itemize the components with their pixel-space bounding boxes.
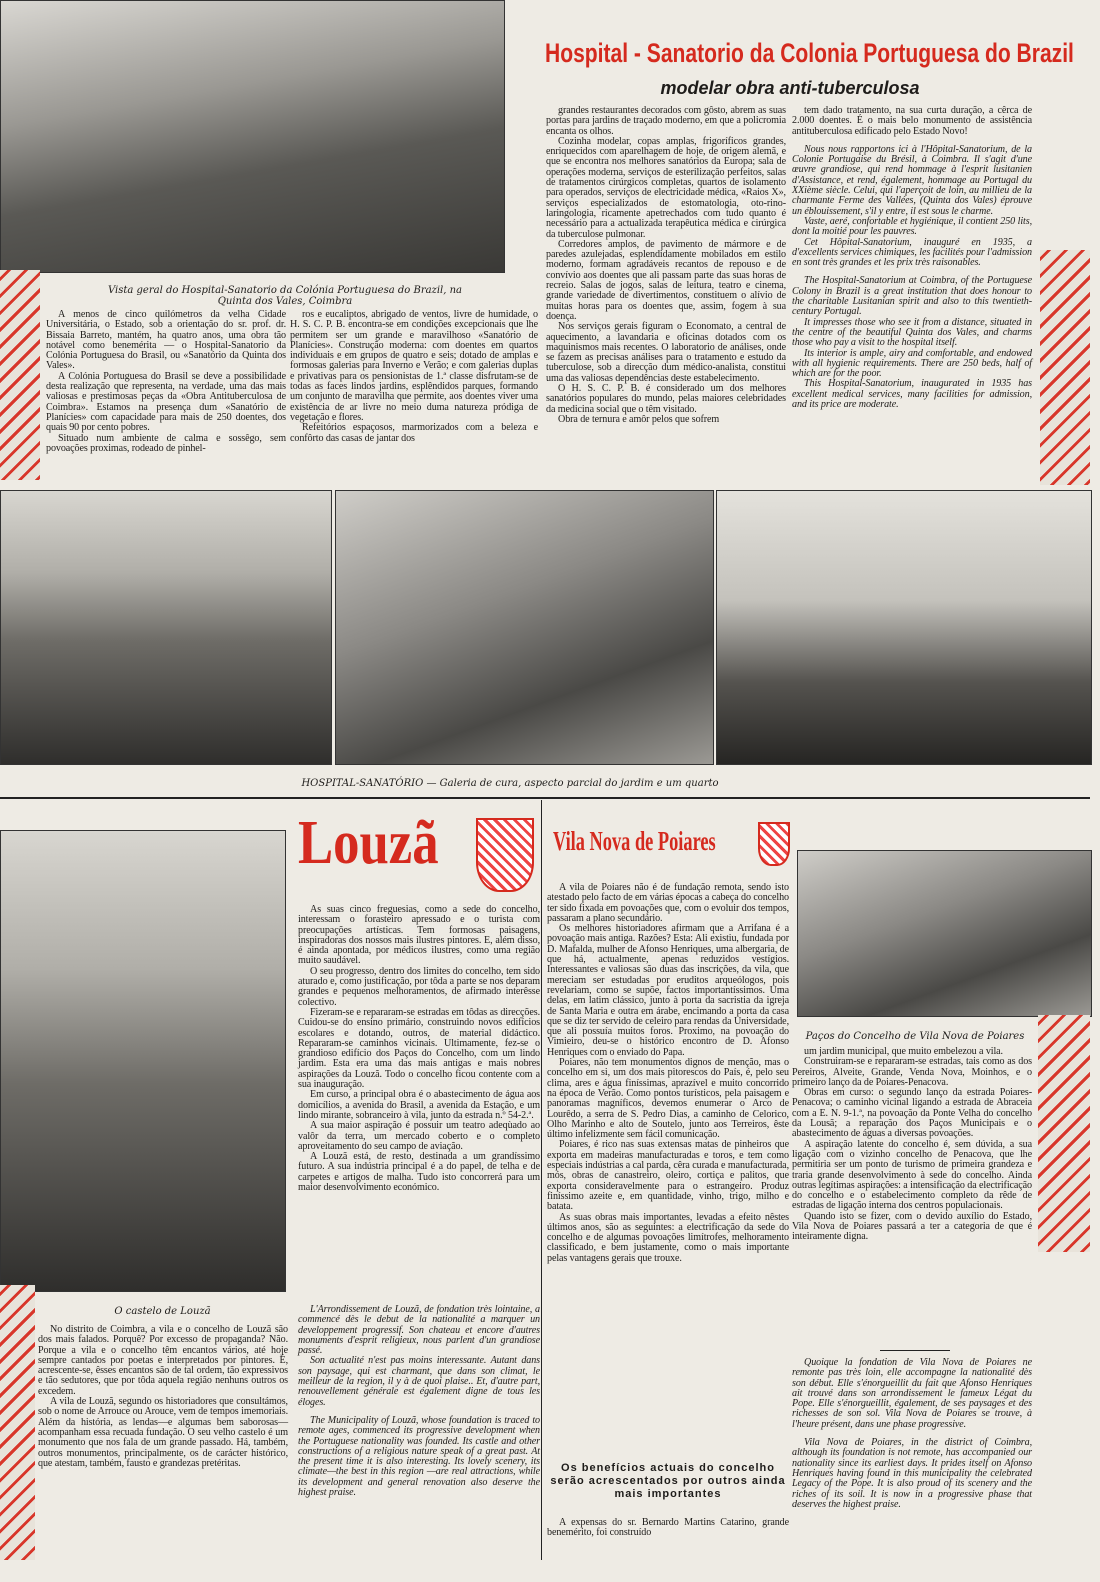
- paragraph: Obras em curso: o segundo lanço da estrada Poiares-Penacova; o caminho vicinal ligando a estrada de Abraceia com a E. N. 9-1.ª, na povoação da Ponte Velha do concelho da Lousã; a reparação dos Paços Municipais e o abastecimento de águas a diversas povoações.: [792, 1087, 1032, 1140]
- paragraph: Quoique la fondation de Vila Nova de Poiares ne remonte pas très loin, elle accompagne la nationalité dès son début. Elle s'énorgueillit du fait que Afonso Henriques ait trouvé dans son arrondissement le fameux Légat du Pope. Elle s'énorgueillit, également, de ses paysages et des richesses de son sol. Vila Nova de Poiares se trouve, à l'heure présent, dans une phase progressive.: [792, 1357, 1032, 1430]
- paragraph: Em curso, a principal obra é o abastecimento de água aos domicílios, a avenida do Brasil, a avenida da Estação, e um lindo mirante, sobranceiro à vila, junto da estrada n.º 54-2.ª.: [298, 1089, 540, 1121]
- hospital-column-4: [792, 106, 1032, 410]
- poiares-title: Vila Nova de Poiares: [553, 826, 716, 856]
- paragraph: Cozinha modelar, copas amplas, frigoríficos grandes, enriquecidos com aparelhagem de hoje, de origem alemã, e que se encontra nos melhores sanatórios da Europa; sala de operações moderna, serviços de esterilização perfeitos, salas de tratamentos cirúrgicos completas, quartos de isolamento para operados, serviços de electricidade médica, «Raios X», serviços especializados de estomatologia, oto-rino-laringologia, ricamente apetrechados com tudo quanto é necessário para a actualizada terapêutica médica e cirúrgica da tuberculose pulmonar.: [546, 135, 786, 240]
- poiares-coat-of-arms-icon: [758, 822, 790, 866]
- paragraph: Poiares, é rico nas suas extensas matas de pinheiros que exporta em madeiras manufacturadas e toros, e tem como especiais indústrias a cal parda, cêra curada e manufacturada, mós, obras de canastreiro, oleiro, cortiça e palitos, que exporta consideravelmente para o estrangeiro. Produz finíssimo azeite e, em quantidade, vinho, trigo, milho e batata.: [547, 1139, 789, 1213]
- poiares-column-right: [792, 1047, 1032, 1243]
- paragraph: tem dado tratamento, na sua curta duração, a cêrca de 2.000 doentes. É o mais belo monumento de assistência antituberculosa edificado pelo Estado Novo!: [792, 105, 1032, 137]
- poiares-column-after: [547, 1518, 789, 1539]
- paragraph: Situado num ambiente de calma e sossêgo, sem povoações proximas, rodeado de pinhel-: [46, 432, 286, 454]
- louza-column-left: [38, 1325, 288, 1469]
- paragraph: A vila de Louzã, segundo os historiadores que consultámos, sob o nome de Arrouce ou Arouce, vem de tempos imemoriais. Além da história, as lendas—e algumas bem saborosas—acompanham essa recuada fundação. O seu velho castelo é um monumento que nos fala de um grande passado. Há, também, outros monumentos, principalmente, os de carácter histórico, que atestam, também, fausto e grandezas pretéritas.: [38, 1396, 288, 1469]
- room-photo: [716, 490, 1092, 765]
- gallery-photo: [0, 490, 332, 765]
- divider: [880, 1350, 950, 1351]
- paragraph: Fizeram-se e repararam-se estradas em tôdas as direcções. Cuidou-se do ensino primário, construindo novos edifícios escolares e dotando, outros, de material didáctico. Repararam-se caminhos vicinais. Ultimamente, fez-se o grandioso edifício dos Paços do Concelho, com um lindo jardim. Esta era uma das mais antigas e mais nobres aspirações da Louzã. Todo o concelho ficou contente com a sua inauguração.: [298, 1006, 540, 1091]
- paragraph: Refeitórios espaçosos, marmorizados com a beleza e confôrto das casas de jantar dos: [290, 422, 538, 444]
- poiares-column-translations: [792, 1358, 1032, 1510]
- poiares-subheading: Os benefícios actuais do concelho serão acrescentados por outros ainda mais importantes: [550, 1462, 786, 1500]
- subheadline: modelar obra anti-tuberculosa: [660, 78, 920, 98]
- headline: Hospital - Sanatorio da Colonia Portuguesa do Brazil: [545, 38, 1074, 68]
- caption-castle: O castelo de Louzã: [114, 1306, 211, 1317]
- louza-column-main: [298, 905, 540, 1193]
- paragraph: Son actualité n'est pas moins interessante. Autant dans son paysage, qui est charmant, que dans son climat, le meilleur de la region, il y à de quoi plaise.. Et, d'autre part, renouvellement générale est également digne de tous les éloges.: [298, 1355, 540, 1408]
- decorative-red-border: [0, 1285, 35, 1560]
- caption-pacos: Paços do Concelho de Vila Nova de Poiares: [805, 1031, 1025, 1042]
- paragraph: Corredores amplos, de pavimento de mármore e de paredes azulejadas, esplendidamente mobilados em estilo moderno, formam agradáveis recantos de repouso e de convívio aos doentes que ali passam parte das suas horas de recreio. Salas de jogos, salas de leitura, teatro e cinema, grande variedade de divertimentos, constituem o alívio de muitas horas para os doentes que, assim, fogem à sua doença.: [546, 238, 786, 322]
- paragraph: Poiares, não tem monumentos dignos de menção, mas o concelho em si, um dos mais pitorescos do País, é, pelo seu clima, ares e água finíssimas, aprazível e muito concorrido na época de Verão. Como pontos turísticos, pela paisagem e panoramas magníficos, devemos enumerar o Arco de Lourêdo, a serra de S. Pedro Dias, a caminho de Celorico, Olho Marinho e alto de Soutelo, junto aos Terreiros, êste último infelizmente sem fácil comunicação.: [547, 1057, 789, 1141]
- paragraph: A vila de Poiares não é de fundação remota, sendo isto atestado pelo facto de em várias épocas a cabeça do concelho ter sido fixada em povoações que, com o evoluir dos tempos, passaram a plano secundário.: [547, 882, 789, 924]
- louza-column-translations: [298, 1305, 540, 1498]
- paragraph: A Colónia Portuguesa do Brasil se deve a possibilidade desta realização que representa, na verdade, uma das mais valiosas e prestimosas peças da «Obra Antituberculosa de Coimbra». Estamos na presença dum «Sanatório de Planícies» com capacidade para mais de 250 doentes, dos quais 90 por cento pobres.: [46, 370, 286, 434]
- paragraph: A expensas do sr. Bernardo Martins Catarino, grande benemérito, foi construído: [547, 1517, 789, 1539]
- decorative-red-border: [0, 270, 40, 480]
- paragraph: Construiram-se e repararam-se estradas, tais como as dos Pereiros, Alveite, Grande, Venda Nova, Moinhos, e o primeiro lanço da de Poiares-Penacova.: [792, 1056, 1032, 1088]
- divider: [541, 800, 542, 1560]
- paragraph: It impresses those who see it from a distance, situated in the centre of the beautiful Quinta dos Vales, and charms those who pay a visit to the hospital itself.: [792, 316, 1032, 349]
- paragraph: Its interior is ample, airy and comfortable, and endowed with all hygienic requirements. There are 250 beds, half of which are for the poor.: [792, 347, 1032, 380]
- paragraph: Vaste, aeré, confortable et hygiénique, il contient 250 lits, dont la moitié pour les pauvres.: [792, 215, 1032, 238]
- garden-photo: [335, 490, 714, 765]
- castle-photo: [0, 830, 286, 1292]
- hospital-overview-photo: [0, 0, 505, 273]
- paragraph: L'Arrondissement de Louzã, de fondation très lointaine, a commencé dès le debut de la nationalité a marquer un developpement progressif. Son chateau et encore d'autres monuments d'esprit religieux, nous parlent d'un grandiose passé.: [298, 1304, 540, 1357]
- hospital-column-3: [546, 106, 786, 425]
- paragraph: The Hospital-Sanatorium at Coimbra, of the Portuguese Colony in Brazil is a great institution that does honour to the charitable Lusitanian spirit and also to this twentieth-century Portugal.: [792, 275, 1032, 318]
- paragraph: Quando isto se fizer, com o devido auxílio do Estado, Vila Nova de Poiares passará a ter a categoria de que é inteiramente digna.: [792, 1210, 1032, 1243]
- louza-coat-of-arms-icon: [476, 818, 534, 892]
- paragraph: Os melhores historiadores afirmam que a Arrifana é a povoação mais antiga. Razões? Esta: Ali existiu, fundada por D. Mafalda, mulher de Afonso Henriques, uma albergaria, de que há, actualmente, apenas reduzidos vestígios. Interessantes e valiosas são duas das inscrições, da vila, que mereciam ser estudadas por eruditos arqueólogos, pois revelariam, como se supõe, factos importantíssimos. Uma delas, em latim clássico, junto à porta da sacristia da igreja de Santa Maria e outra em árabe, encimando a porta da casa que se diz ter servido de celeiro para rendas da Universidade, que ali possuía muitos foros. Proximo, na povoação do Vimieiro, deu-se o histórico encontro de D. Afonso Henriques com o enviado do Papa.: [547, 923, 789, 1058]
- paragraph: grandes restaurantes decorados com gôsto, abrem as suas portas para jardins de traçado moderno, em que a policromia encanta os olhos.: [546, 105, 786, 137]
- caption-top-photo: Vista geral do Hospital-Sanatorio da Colónia Portuguesa do Brazil, na Quinta dos Vales, Coimbra: [108, 285, 462, 307]
- paragraph: This Hospital-Sanatorium, inaugurated in 1935 has excellent medical services, many facilities for admission, and its price are moderate.: [792, 378, 1032, 411]
- pacos-do-concelho-photo: [797, 850, 1092, 1017]
- paragraph: Nous nous rapportons ici à l'Hôpital-Sanatorium, de la Colonie Portugaise du Brésil, à Coimbra. Il s'agit d'une œuvre grandiose, qui rend hommage à l'esprit lusitanien d'Assistance, et rend, également, hommage au Portugal du XXième siècle. Celui, qui l'aperçoit de loin, au millieu de la charmante Ferme des Vallées, (Quinta dos Vales) éprouve un éblouissement, s'il y entre, il est sous le charme.: [792, 143, 1032, 217]
- paragraph: The Municipality of Louzã, whose foundation is traced to remote ages, commenced its progressive development when the Portuguese nationality was founded. Its castle and other constructions of a religious nature speak of a great past. At the present time it is also interesting. Its lovely scenery, its climate—the best in this region —are real attractions, while its development and general renovation also deserve the highest praise.: [298, 1414, 540, 1499]
- paragraph: Obra de ternura e amôr pelos que sofrem: [558, 413, 720, 425]
- paragraph: Nos serviços gerais figuram o Economato, a central de aquecimento, a lavandaria e oficinas dotados com os maquinismos mais recentes. O laboratorio de análises, onde se fazem as precisas análises para o tratamento e estudo da tuberculose, sob a direcção dum médico-analista, constitui uma das valiosas dependências deste estabelecimento.: [546, 321, 786, 384]
- louza-title: Louzã: [298, 809, 439, 877]
- paragraph: As suas obras mais importantes, levadas a efeito nêstes últimos anos, são as seguintes: a electrificação da sede do concelho e de algumas povoações limítrofes, melhoramento classificado, e bem justamente, como o mais importante pelas vantagens gerais que trouxe.: [547, 1211, 789, 1264]
- decorative-red-border: [1040, 250, 1090, 485]
- paragraph: Cet Hôpital-Sanatorium, inauguré en 1935, a d'excellents services chimiques, les facilités pour l'admission en sont très grandes et les prix très raisonables.: [792, 236, 1032, 269]
- paragraph: As suas cinco freguesias, como a sede do concelho, interessam o forasteiro apressado e o turista com preocupações artísticas. Tem formosas paisagens, inspiradoras dos nossos mais ilustres pintores. E, além disso, é ainda apontada, por médicos ilustres, como uma região muito saudável.: [298, 904, 540, 967]
- paragraph: A Louzã está, de resto, destinada a um grandíssimo futuro. A sua indústria principal é a do papel, de telha e de carpetes e artigos de malha. Tudo isto concorrerá para um maior desenvolvimento económico.: [298, 1151, 540, 1194]
- paragraph: No distrito de Coimbra, a vila e o concelho de Louzã são dos mais falados. Porquê? Por excesso de propaganda? Não. Porque a vila e o concelho têm encantos vários, até hoje sempre cantados por poetas e interpretados por pintores. É, acrescente-se, êsses encantos são de tal ordem, tão expressivos e tão sedutores, que por tôda aquela região nenhuns outros os excedem.: [38, 1324, 288, 1397]
- paragraph: A menos de cinco quilómetros da velha Cidade Universitária, o Estado, sob a orientação do sr. prof. dr. Bissaia Barreto, mantém, ha quatro anos, uma obra tão notável como benemérita — o Hospital-Sanatorio da Colónia Portuguesa do Brasil, ou «Sanatório da Quinta dos Vales».: [46, 309, 286, 372]
- hospital-column-1: [46, 310, 286, 454]
- paragraph: O H. S. C. P. B. é considerado um dos melhores sanatórios populares do mundo, pelas maiores celebridades da medicina social que o têm visitado.: [546, 383, 786, 415]
- paragraph: A aspiração latente do concelho é, sem dúvida, a sua ligação com o vizinho concelho de Penacova, que lhe permitiria ser um ponto de turismo de primeira grandeza e traria grande desenvolvimento à sede do concelho. Ainda outras legítimas aspirações: a intensificação da electrificação do concelho e o estabelecimento completo da rêde de estradas de ligação interna dos centros populacionais.: [792, 1138, 1032, 1212]
- caption-gallery: HOSPITAL-SANATÓRIO — Galeria de cura, aspecto parcial do jardim e um quarto: [301, 778, 719, 789]
- paragraph: ros e eucaliptos, abrigado de ventos, livre de humidade, o H. S. C. P. B. encontra-se em condições excepcionais que lhe permitem ser um grande e maravilhoso «Sanatório de Planícies». Construção moderna: com doentes em quartos individuais e em grupos de quatro e seis; dotado de amplas e formosas galerias para Inverno e Verão; e com galerias duplas e privativas para os pensionistas de 1.ª classe disfrutam-se de todas as faces lindos jardins, esplêndidos parques, formando um conjunto de maravilha que permite, aos doentes viver uma existência de ar livre no meio duma natureza pródiga de vegetação e flores.: [290, 309, 538, 423]
- decorative-red-border: [1038, 1015, 1090, 1252]
- paragraph: A sua maior aspiração é possuir um teatro adeqùado ao valôr da terra, um mercado coberto e o completo aproveitamento do seu campo de aviação.: [298, 1120, 540, 1152]
- divider: [0, 797, 1090, 799]
- paragraph: um jardim municipal, que muito embelezou a vila.: [804, 1046, 1003, 1057]
- paragraph: O seu progresso, dentro dos limites do concelho, tem sido aturado e, como justificação, por tôda a parte se nos deparam grandes e pequenos melhoramentos, de afirmado interêsse colectivo.: [298, 965, 540, 1008]
- hospital-column-2: [290, 310, 538, 444]
- paragraph: Vila Nova de Poiares, in the district of Coimbra, although its foundation is not remote, has accompanied our nationality since its earliest days. It prides itself on Afonso Henriques having found in this municipality the celebrated Legacy of the Pope. It is also proud of its scenery and the riches of its soil. It is now in a progressive phase that deserves the highest praise.: [792, 1437, 1032, 1510]
- poiares-column-main: [547, 883, 789, 1264]
